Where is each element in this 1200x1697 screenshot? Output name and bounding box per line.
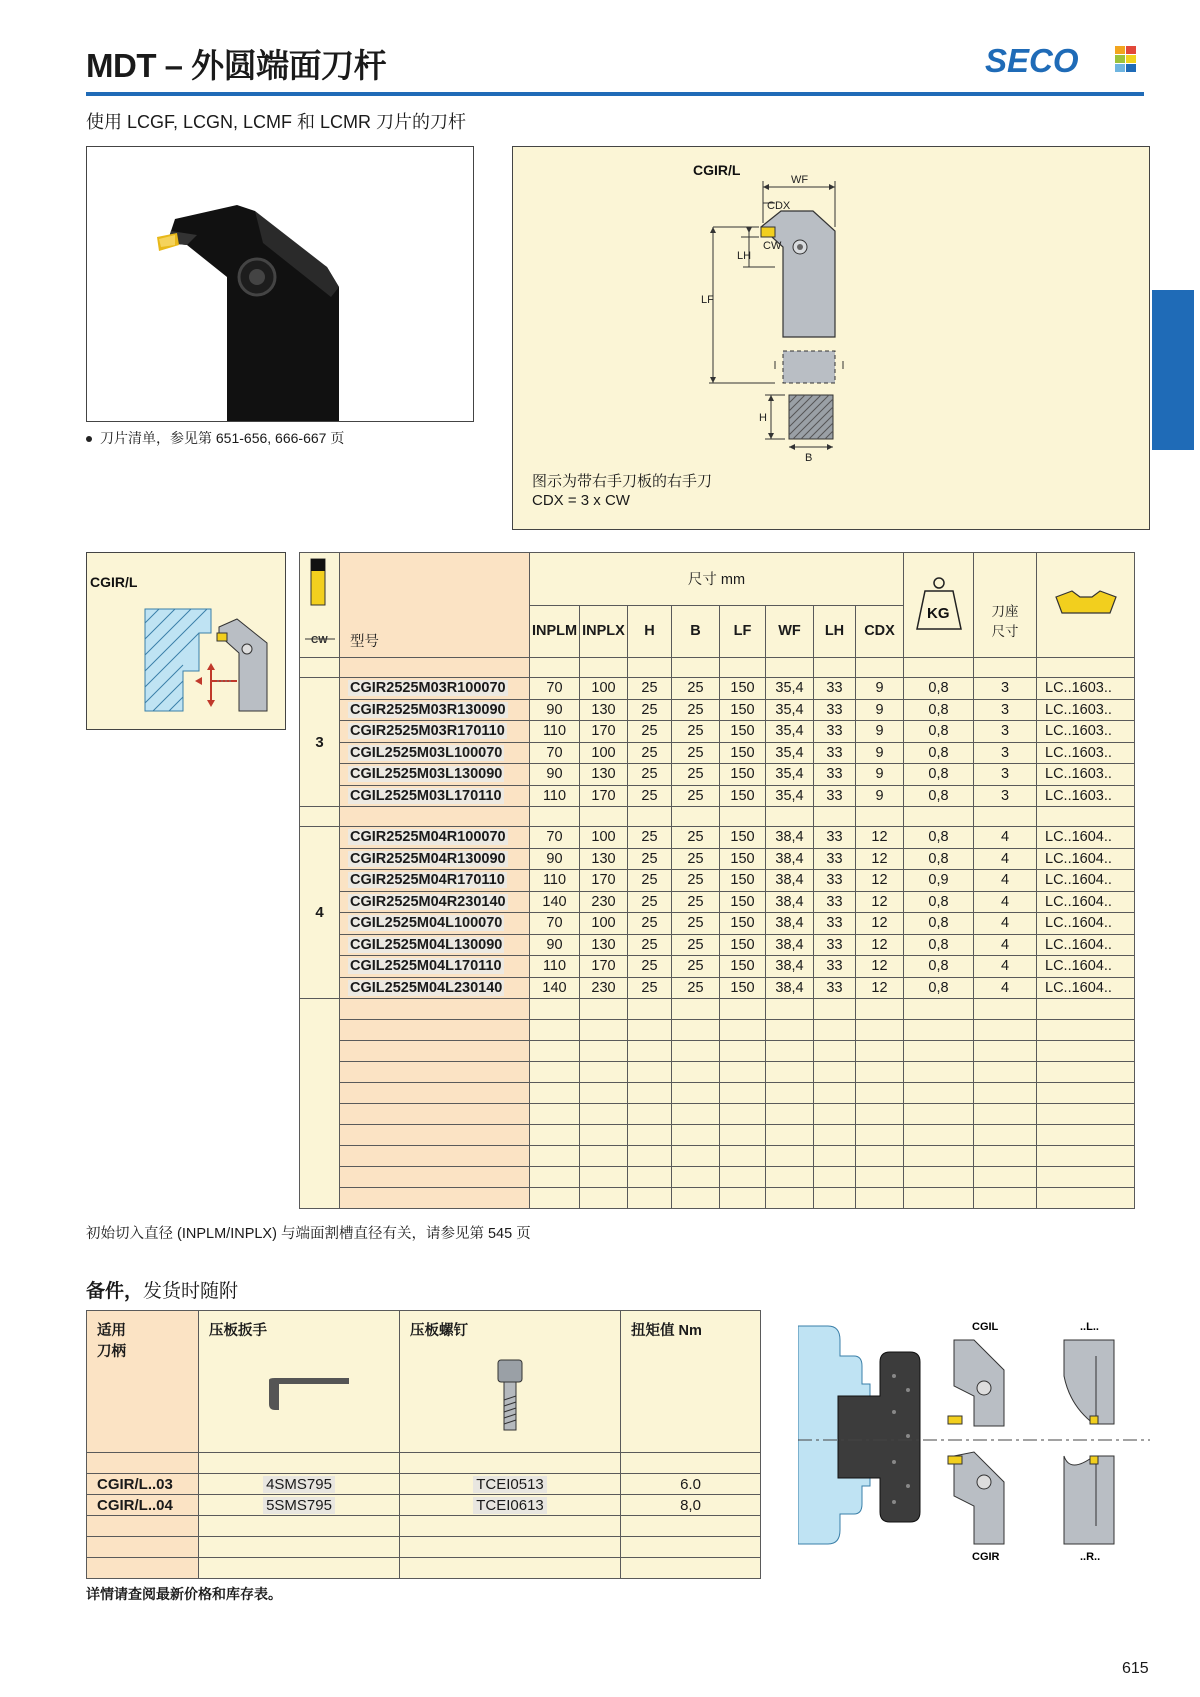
table-row [300, 934, 1135, 956]
cell-wf: 35,4 [766, 699, 814, 721]
model-code: CGIR2525M04R100070 [350, 829, 506, 846]
cell-inplx: 170 [580, 870, 628, 892]
product-photo [86, 146, 474, 422]
insert-list-note [86, 428, 344, 448]
cell-insert [1037, 977, 1135, 999]
page-subtitle: 使用 LCGF, LCGN, LCMF 和 LCMR 刀片的刀杆 [86, 112, 467, 132]
cell-insert [1037, 934, 1135, 956]
page-number: 615 [1122, 1660, 1149, 1677]
cell-lf: 150 [720, 764, 766, 786]
cell-model [340, 934, 530, 956]
model-code: CGIL2525M04L130090 [350, 936, 503, 953]
cell-h: 25 [628, 977, 672, 999]
insert-code: LC..1604.. [1045, 958, 1112, 975]
table-row [300, 764, 1135, 786]
cell-wf: 35,4 [766, 764, 814, 786]
table-row [300, 891, 1135, 913]
cell-h: 25 [628, 870, 672, 892]
cell-lh: 33 [814, 721, 856, 743]
cell-h: 25 [628, 699, 672, 721]
cell-weight: 0,8 [904, 742, 974, 764]
acc-key-code: 4SMS795 [263, 1476, 335, 1493]
cell-weight: 0,8 [904, 827, 974, 849]
table-footnote: 初始切入直径 (INPLM/INPLX) 与端面割槽直径有关，请参见第 545 页 [86, 1226, 531, 1242]
cell-seat-size: 4 [974, 913, 1037, 935]
dim-lh: LH [737, 250, 752, 262]
seat-size-header-line2: 尺寸 [991, 624, 1019, 639]
cell-model [340, 678, 530, 700]
accessories-title [86, 1276, 238, 1303]
machining-diagram [86, 552, 286, 730]
cell-inplx: 130 [580, 848, 628, 870]
cell-inplx: 230 [580, 891, 628, 913]
cell-inplm: 140 [530, 977, 580, 999]
acc-header-screw [400, 1311, 621, 1453]
weight-header-label: KG [926, 605, 949, 622]
model-code: CGIL2525M03L130090 [350, 766, 503, 783]
cell-insert [1037, 870, 1135, 892]
cell-cdx: 12 [856, 977, 904, 999]
acc-holder: CGIR/L..03 [87, 1474, 199, 1495]
model-code: CGIR2525M04R170110 [350, 872, 505, 889]
cell-b: 25 [672, 699, 720, 721]
cell-cdx: 12 [856, 870, 904, 892]
cell-model [340, 977, 530, 999]
cell-inplx: 170 [580, 956, 628, 978]
cell-model [340, 956, 530, 978]
acc-row [87, 1495, 761, 1516]
seat-size-header [974, 553, 1037, 658]
cell-b: 25 [672, 764, 720, 786]
model-code: CGIR2525M04R130090 [350, 850, 506, 867]
cell-model [340, 870, 530, 892]
cell-cdx: 9 [856, 699, 904, 721]
acc-header-holder-line2: 刀柄 [97, 1344, 126, 1360]
cell-weight: 0,8 [904, 699, 974, 721]
cell-inplm: 110 [530, 956, 580, 978]
insert-code: LC..1603.. [1045, 744, 1112, 761]
cell-lf: 150 [720, 678, 766, 700]
cell-inplm: 90 [530, 848, 580, 870]
drawing-caption: 图示为带右手刀板的右手刀 [532, 473, 713, 490]
cw-group-label: 3 [300, 678, 340, 807]
header-rule [86, 92, 1144, 96]
acc-screw [400, 1495, 621, 1516]
cell-weight: 0,8 [904, 913, 974, 935]
acc-key [199, 1495, 400, 1516]
cell-model [340, 721, 530, 743]
cell-b: 25 [672, 827, 720, 849]
cell-lh: 33 [814, 764, 856, 786]
acc-key-code: 5SMS795 [263, 1497, 335, 1514]
col-header-lh: LH [814, 605, 856, 658]
cell-lh: 33 [814, 956, 856, 978]
col-header-inplx: INPLX [580, 605, 628, 658]
cell-lh: 33 [814, 870, 856, 892]
cell-b: 25 [672, 848, 720, 870]
cell-lh: 33 [814, 913, 856, 935]
cell-cdx: 9 [856, 764, 904, 786]
acc-header-screw-label: 压板螺钉 [410, 1323, 468, 1339]
insert-code: LC..1604.. [1045, 936, 1112, 953]
cell-b: 25 [672, 721, 720, 743]
cell-h: 25 [628, 764, 672, 786]
cell-lf: 150 [720, 870, 766, 892]
model-code: CGIL2525M04L230140 [350, 979, 503, 996]
cell-lh: 33 [814, 848, 856, 870]
cell-lf: 150 [720, 977, 766, 999]
table-row [300, 956, 1135, 978]
col-header-h: H [628, 605, 672, 658]
cell-lf: 150 [720, 956, 766, 978]
dimensions-header: 尺寸 mm [530, 553, 904, 606]
cw-group-label: 4 [300, 827, 340, 999]
cell-b: 25 [672, 977, 720, 999]
holder-spec-table [299, 552, 1135, 1209]
seat-size-header-line1: 刀座 [991, 604, 1019, 619]
cell-weight: 0,8 [904, 977, 974, 999]
col-header-wf: WF [766, 605, 814, 658]
page-title: MDT – 外圆端面刀杆 [86, 47, 387, 84]
cell-wf: 38,4 [766, 934, 814, 956]
cell-weight: 0,8 [904, 956, 974, 978]
model-code: CGIR2525M04R230140 [350, 893, 506, 910]
cell-lf: 150 [720, 785, 766, 807]
cell-lf: 150 [720, 934, 766, 956]
cell-seat-size: 3 [974, 678, 1037, 700]
cell-weight: 0,8 [904, 848, 974, 870]
cell-inplm: 70 [530, 827, 580, 849]
section-side-tab [1152, 290, 1194, 450]
cell-lh: 33 [814, 678, 856, 700]
acc-row [87, 1474, 761, 1495]
cell-wf: 38,4 [766, 848, 814, 870]
cell-inplx: 100 [580, 678, 628, 700]
cell-b: 25 [672, 742, 720, 764]
cell-inplx: 130 [580, 699, 628, 721]
cell-h: 25 [628, 891, 672, 913]
cell-h: 25 [628, 678, 672, 700]
cell-inplx: 170 [580, 785, 628, 807]
assembly-figure [798, 1316, 1150, 1578]
cell-cdx: 12 [856, 934, 904, 956]
cell-inplx: 130 [580, 934, 628, 956]
dim-wf: WF [791, 174, 809, 186]
cell-b: 25 [672, 934, 720, 956]
table-row [300, 848, 1135, 870]
cell-cdx: 12 [856, 848, 904, 870]
acc-header-torque: 扭矩值 Nm [621, 1311, 761, 1453]
cell-seat-size: 4 [974, 891, 1037, 913]
cell-lf: 150 [720, 721, 766, 743]
table-row [300, 977, 1135, 999]
cell-lf: 150 [720, 827, 766, 849]
cell-b: 25 [672, 956, 720, 978]
cell-wf: 38,4 [766, 956, 814, 978]
cell-cdx: 12 [856, 891, 904, 913]
cell-cdx: 12 [856, 956, 904, 978]
dim-h: H [759, 412, 767, 424]
accessories-title-sub: 发货时随附 [143, 1281, 239, 1302]
cell-cdx: 9 [856, 742, 904, 764]
cell-lh: 33 [814, 785, 856, 807]
cell-h: 25 [628, 742, 672, 764]
cell-insert [1037, 956, 1135, 978]
insert-header [1037, 553, 1135, 658]
cell-cdx: 12 [856, 827, 904, 849]
cell-insert [1037, 764, 1135, 786]
cell-wf: 38,4 [766, 827, 814, 849]
cell-model [340, 764, 530, 786]
cell-b: 25 [672, 785, 720, 807]
col-header-inplm: INPLM [530, 605, 580, 658]
assembly-label-r: ..R.. [1080, 1551, 1101, 1563]
cell-inplm: 110 [530, 870, 580, 892]
acc-header-key-label: 压板扳手 [209, 1323, 267, 1339]
cell-lh: 33 [814, 742, 856, 764]
cell-inplm: 140 [530, 891, 580, 913]
cell-weight: 0,8 [904, 721, 974, 743]
cell-inplm: 90 [530, 699, 580, 721]
clamp-screw-icon [410, 1340, 610, 1440]
model-code: CGIL2525M03L170110 [350, 787, 502, 804]
cell-inplm: 110 [530, 721, 580, 743]
model-code: CGIR2525M03R100070 [350, 680, 506, 697]
cw-header-label: CW [310, 635, 328, 646]
table-row [300, 913, 1135, 935]
drawing-label: CGIR/L [693, 162, 741, 178]
accessories-table [86, 1310, 761, 1579]
cell-lh: 33 [814, 891, 856, 913]
acc-header-holder [87, 1311, 199, 1453]
cell-model [340, 827, 530, 849]
insert-code: LC..1604.. [1045, 872, 1112, 889]
table-row [300, 699, 1135, 721]
model-header: 型号 [340, 553, 530, 658]
cell-insert [1037, 827, 1135, 849]
insert-code: LC..1604.. [1045, 829, 1112, 846]
table-row [300, 721, 1135, 743]
col-header-cdx: CDX [856, 605, 904, 658]
cell-cdx: 12 [856, 913, 904, 935]
cell-model [340, 785, 530, 807]
acc-screw-code: TCEI0513 [473, 1476, 547, 1493]
cell-weight: 0,8 [904, 785, 974, 807]
model-code: CGIL2525M04L100070 [350, 915, 503, 932]
cell-b: 25 [672, 891, 720, 913]
insert-code: LC..1604.. [1045, 893, 1112, 910]
cell-inplx: 130 [580, 764, 628, 786]
dim-b: B [805, 452, 813, 464]
cell-h: 25 [628, 956, 672, 978]
cell-b: 25 [672, 678, 720, 700]
cell-wf: 38,4 [766, 977, 814, 999]
table-row [300, 678, 1135, 700]
cell-weight: 0,8 [904, 891, 974, 913]
cell-insert [1037, 721, 1135, 743]
cell-h: 25 [628, 913, 672, 935]
cell-lh: 33 [814, 827, 856, 849]
cell-lf: 150 [720, 891, 766, 913]
cell-seat-size: 4 [974, 870, 1037, 892]
cell-wf: 35,4 [766, 721, 814, 743]
cell-lf: 150 [720, 848, 766, 870]
cell-lh: 33 [814, 934, 856, 956]
acc-key [199, 1474, 400, 1495]
acc-screw [400, 1474, 621, 1495]
insert-code: LC..1604.. [1045, 979, 1112, 996]
cell-h: 25 [628, 934, 672, 956]
cell-insert [1037, 891, 1135, 913]
model-code: CGIR2525M03R170110 [350, 723, 505, 740]
cell-seat-size: 4 [974, 827, 1037, 849]
machining-diagram-label: CGIR/L [90, 574, 138, 590]
cell-inplx: 170 [580, 721, 628, 743]
cell-wf: 38,4 [766, 913, 814, 935]
cell-seat-size: 3 [974, 721, 1037, 743]
insert-code: LC..1603.. [1045, 766, 1112, 783]
insert-code: LC..1604.. [1045, 915, 1112, 932]
table-row [300, 742, 1135, 764]
acc-torque: 6.0 [621, 1474, 761, 1495]
cell-inplm: 90 [530, 764, 580, 786]
cell-inplx: 100 [580, 742, 628, 764]
cell-lh: 33 [814, 699, 856, 721]
model-code: CGIL2525M04L170110 [350, 958, 502, 975]
cell-h: 25 [628, 721, 672, 743]
cell-b: 25 [672, 870, 720, 892]
cell-seat-size: 4 [974, 977, 1037, 999]
cell-weight: 0,9 [904, 870, 974, 892]
insert-code: LC..1603.. [1045, 680, 1112, 697]
cell-lf: 150 [720, 699, 766, 721]
cell-inplm: 70 [530, 913, 580, 935]
cell-seat-size: 3 [974, 785, 1037, 807]
cell-model [340, 742, 530, 764]
acc-header-key [199, 1311, 400, 1453]
cell-seat-size: 4 [974, 848, 1037, 870]
dim-cdx: CDX [767, 200, 791, 212]
cell-model [340, 913, 530, 935]
cw-header [300, 553, 340, 658]
assembly-label-l: ..L.. [1080, 1321, 1099, 1333]
cell-b: 25 [672, 913, 720, 935]
cell-insert [1037, 742, 1135, 764]
acc-screw-code: TCEI0613 [473, 1497, 547, 1514]
cell-cdx: 9 [856, 785, 904, 807]
cell-cdx: 9 [856, 721, 904, 743]
model-code: CGIL2525M03L100070 [350, 744, 503, 761]
cell-insert [1037, 678, 1135, 700]
insert-code: LC..1603.. [1045, 787, 1112, 804]
acc-holder: CGIR/L..04 [87, 1495, 199, 1516]
col-header-b: B [672, 605, 720, 658]
cell-lf: 150 [720, 742, 766, 764]
cell-wf: 38,4 [766, 870, 814, 892]
accessories-footnote: 详情请查阅最新价格和库存表。 [86, 1586, 282, 1602]
cell-wf: 35,4 [766, 742, 814, 764]
insert-code: LC..1604.. [1045, 850, 1112, 867]
cell-insert [1037, 913, 1135, 935]
cell-seat-size: 4 [974, 956, 1037, 978]
acc-torque: 8,0 [621, 1495, 761, 1516]
cell-insert [1037, 848, 1135, 870]
table-row [300, 827, 1135, 849]
accessories-title-main: 备件， [86, 1281, 144, 1302]
hex-key-icon [209, 1340, 389, 1420]
cell-wf: 35,4 [766, 785, 814, 807]
insert-code: LC..1603.. [1045, 723, 1112, 740]
cell-wf: 38,4 [766, 891, 814, 913]
cell-seat-size: 3 [974, 764, 1037, 786]
cell-inplm: 70 [530, 678, 580, 700]
weight-header [904, 553, 974, 658]
cell-weight: 0,8 [904, 678, 974, 700]
assembly-label-cgir: CGIR [972, 1551, 1000, 1563]
cell-seat-size: 4 [974, 934, 1037, 956]
dim-cw: CW [763, 240, 782, 252]
cell-seat-size: 3 [974, 699, 1037, 721]
cell-inplm: 110 [530, 785, 580, 807]
col-header-lf: LF [720, 605, 766, 658]
cell-weight: 0,8 [904, 764, 974, 786]
insert-code: LC..1603.. [1045, 701, 1112, 718]
assembly-label-cgil: CGIL [972, 1321, 999, 1333]
cell-inplx: 100 [580, 827, 628, 849]
seco-logo-text: SECO [985, 42, 1079, 78]
cell-model [340, 891, 530, 913]
cell-inplm: 70 [530, 742, 580, 764]
drawing-formula: CDX = 3 x CW [532, 492, 630, 509]
seco-logo [985, 42, 1145, 78]
cell-seat-size: 3 [974, 742, 1037, 764]
model-code: CGIR2525M03R130090 [350, 701, 506, 718]
cell-inplx: 230 [580, 977, 628, 999]
cell-lf: 150 [720, 913, 766, 935]
dim-lf: LF [701, 294, 714, 306]
cell-insert [1037, 785, 1135, 807]
cell-h: 25 [628, 848, 672, 870]
table-row [300, 785, 1135, 807]
insert-list-note-text: 刀片清单，参见第 651-656, 666-667 页 [100, 430, 345, 446]
cell-inplx: 100 [580, 913, 628, 935]
cell-h: 25 [628, 827, 672, 849]
cell-model [340, 699, 530, 721]
table-row [300, 870, 1135, 892]
cell-cdx: 9 [856, 678, 904, 700]
cell-inplm: 90 [530, 934, 580, 956]
cell-h: 25 [628, 785, 672, 807]
cell-wf: 35,4 [766, 678, 814, 700]
cell-insert [1037, 699, 1135, 721]
cell-lh: 33 [814, 977, 856, 999]
cell-weight: 0,8 [904, 934, 974, 956]
cell-model [340, 848, 530, 870]
acc-header-holder-line1: 适用 [97, 1323, 126, 1339]
